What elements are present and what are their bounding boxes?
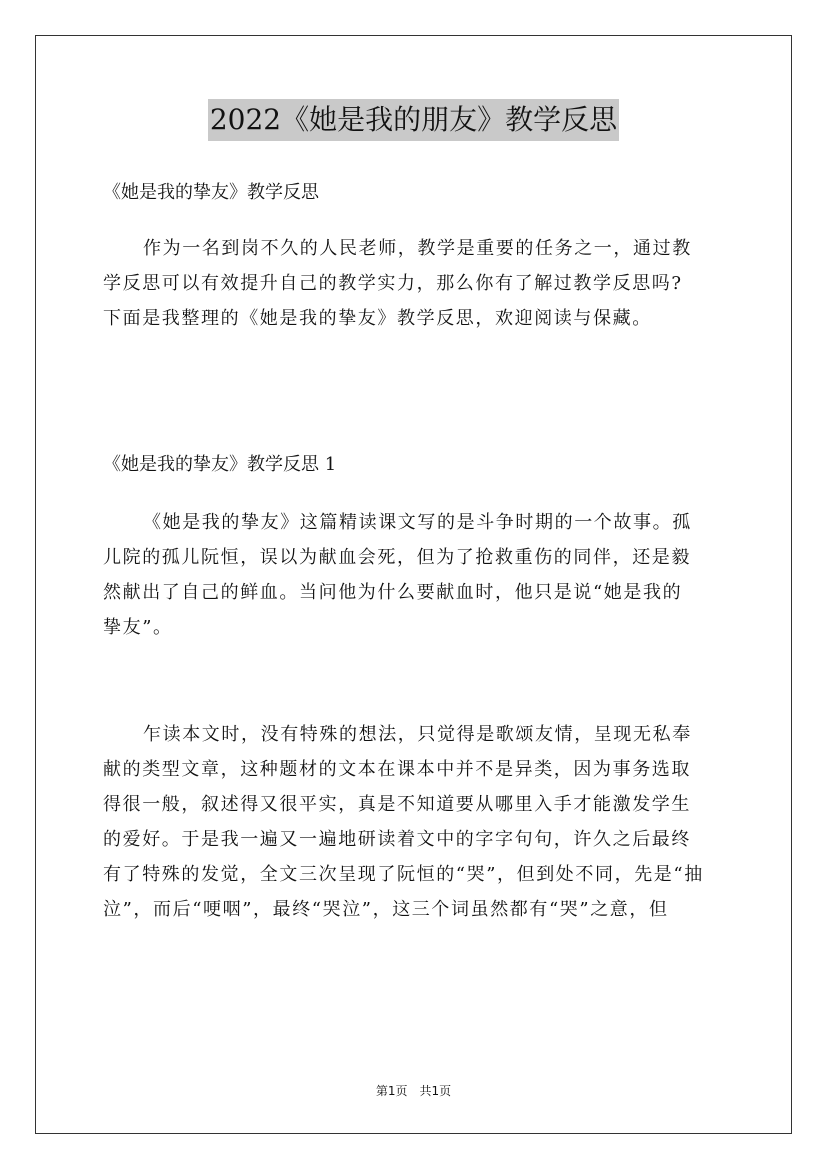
intro-line: 作为一名到岗不久的人民老师，教学是重要的任务之一，通过教 xyxy=(143,238,692,259)
document-subtitle: 《她是我的挚友》教学反思 xyxy=(103,182,319,203)
paragraph-line: 泣”，而后“哽咽”，最终“哭泣”，这三个词虽然都有“哭”之意，但 xyxy=(103,899,669,920)
intro-line: 下面是我整理的《她是我的挚友》教学反思，欢迎阅读与保藏。 xyxy=(103,308,652,329)
document-title: 2022《她是我的朋友》教学反思 xyxy=(208,99,619,141)
title-container xyxy=(0,99,827,141)
paragraph-line: 乍读本文时，没有特殊的想法，只觉得是歌颂友情，呈现无私奉 xyxy=(143,724,692,745)
paragraph-line: 儿院的孤儿阮恒，误以为献血会死，但为了抢救重伤的同伴，还是毅 xyxy=(103,547,691,568)
intro-line: 学反思可以有效提升自己的教学实力，那么你有了解过教学反思吗? xyxy=(103,273,683,294)
paragraph-line: 《她是我的挚友》这篇精读课文写的是斗争时期的一个故事。孤 xyxy=(143,512,692,533)
paragraph-line: 得很一般，叙述得又很平实，真是不知道要从哪里入手才能激发学生 xyxy=(103,794,691,815)
paragraph-line: 有了特殊的发觉，全文三次呈现了阮恒的“哭”，但到处不同，先是“抽 xyxy=(103,864,704,885)
paragraph-line: 的爱好。于是我一遍又一遍地研读着文中的字字句句，许久之后最终 xyxy=(103,829,691,850)
paragraph-1 xyxy=(103,505,727,645)
paragraph-2 xyxy=(103,717,727,927)
paragraph-line: 然献出了自己的鲜血。当问他为什么要献血时，他只是说“她是我的 xyxy=(103,582,683,603)
paragraph-line: 献的类型文章，这种题材的文本在课本中并不是异类，因为事务选取 xyxy=(103,759,691,780)
page-number-footer: 第1页 共1页 xyxy=(375,1084,452,1098)
intro-paragraph xyxy=(103,231,727,336)
section-heading: 《她是我的挚友》教学反思 1 xyxy=(103,454,337,475)
paragraph-line: 挚友”。 xyxy=(103,617,173,638)
